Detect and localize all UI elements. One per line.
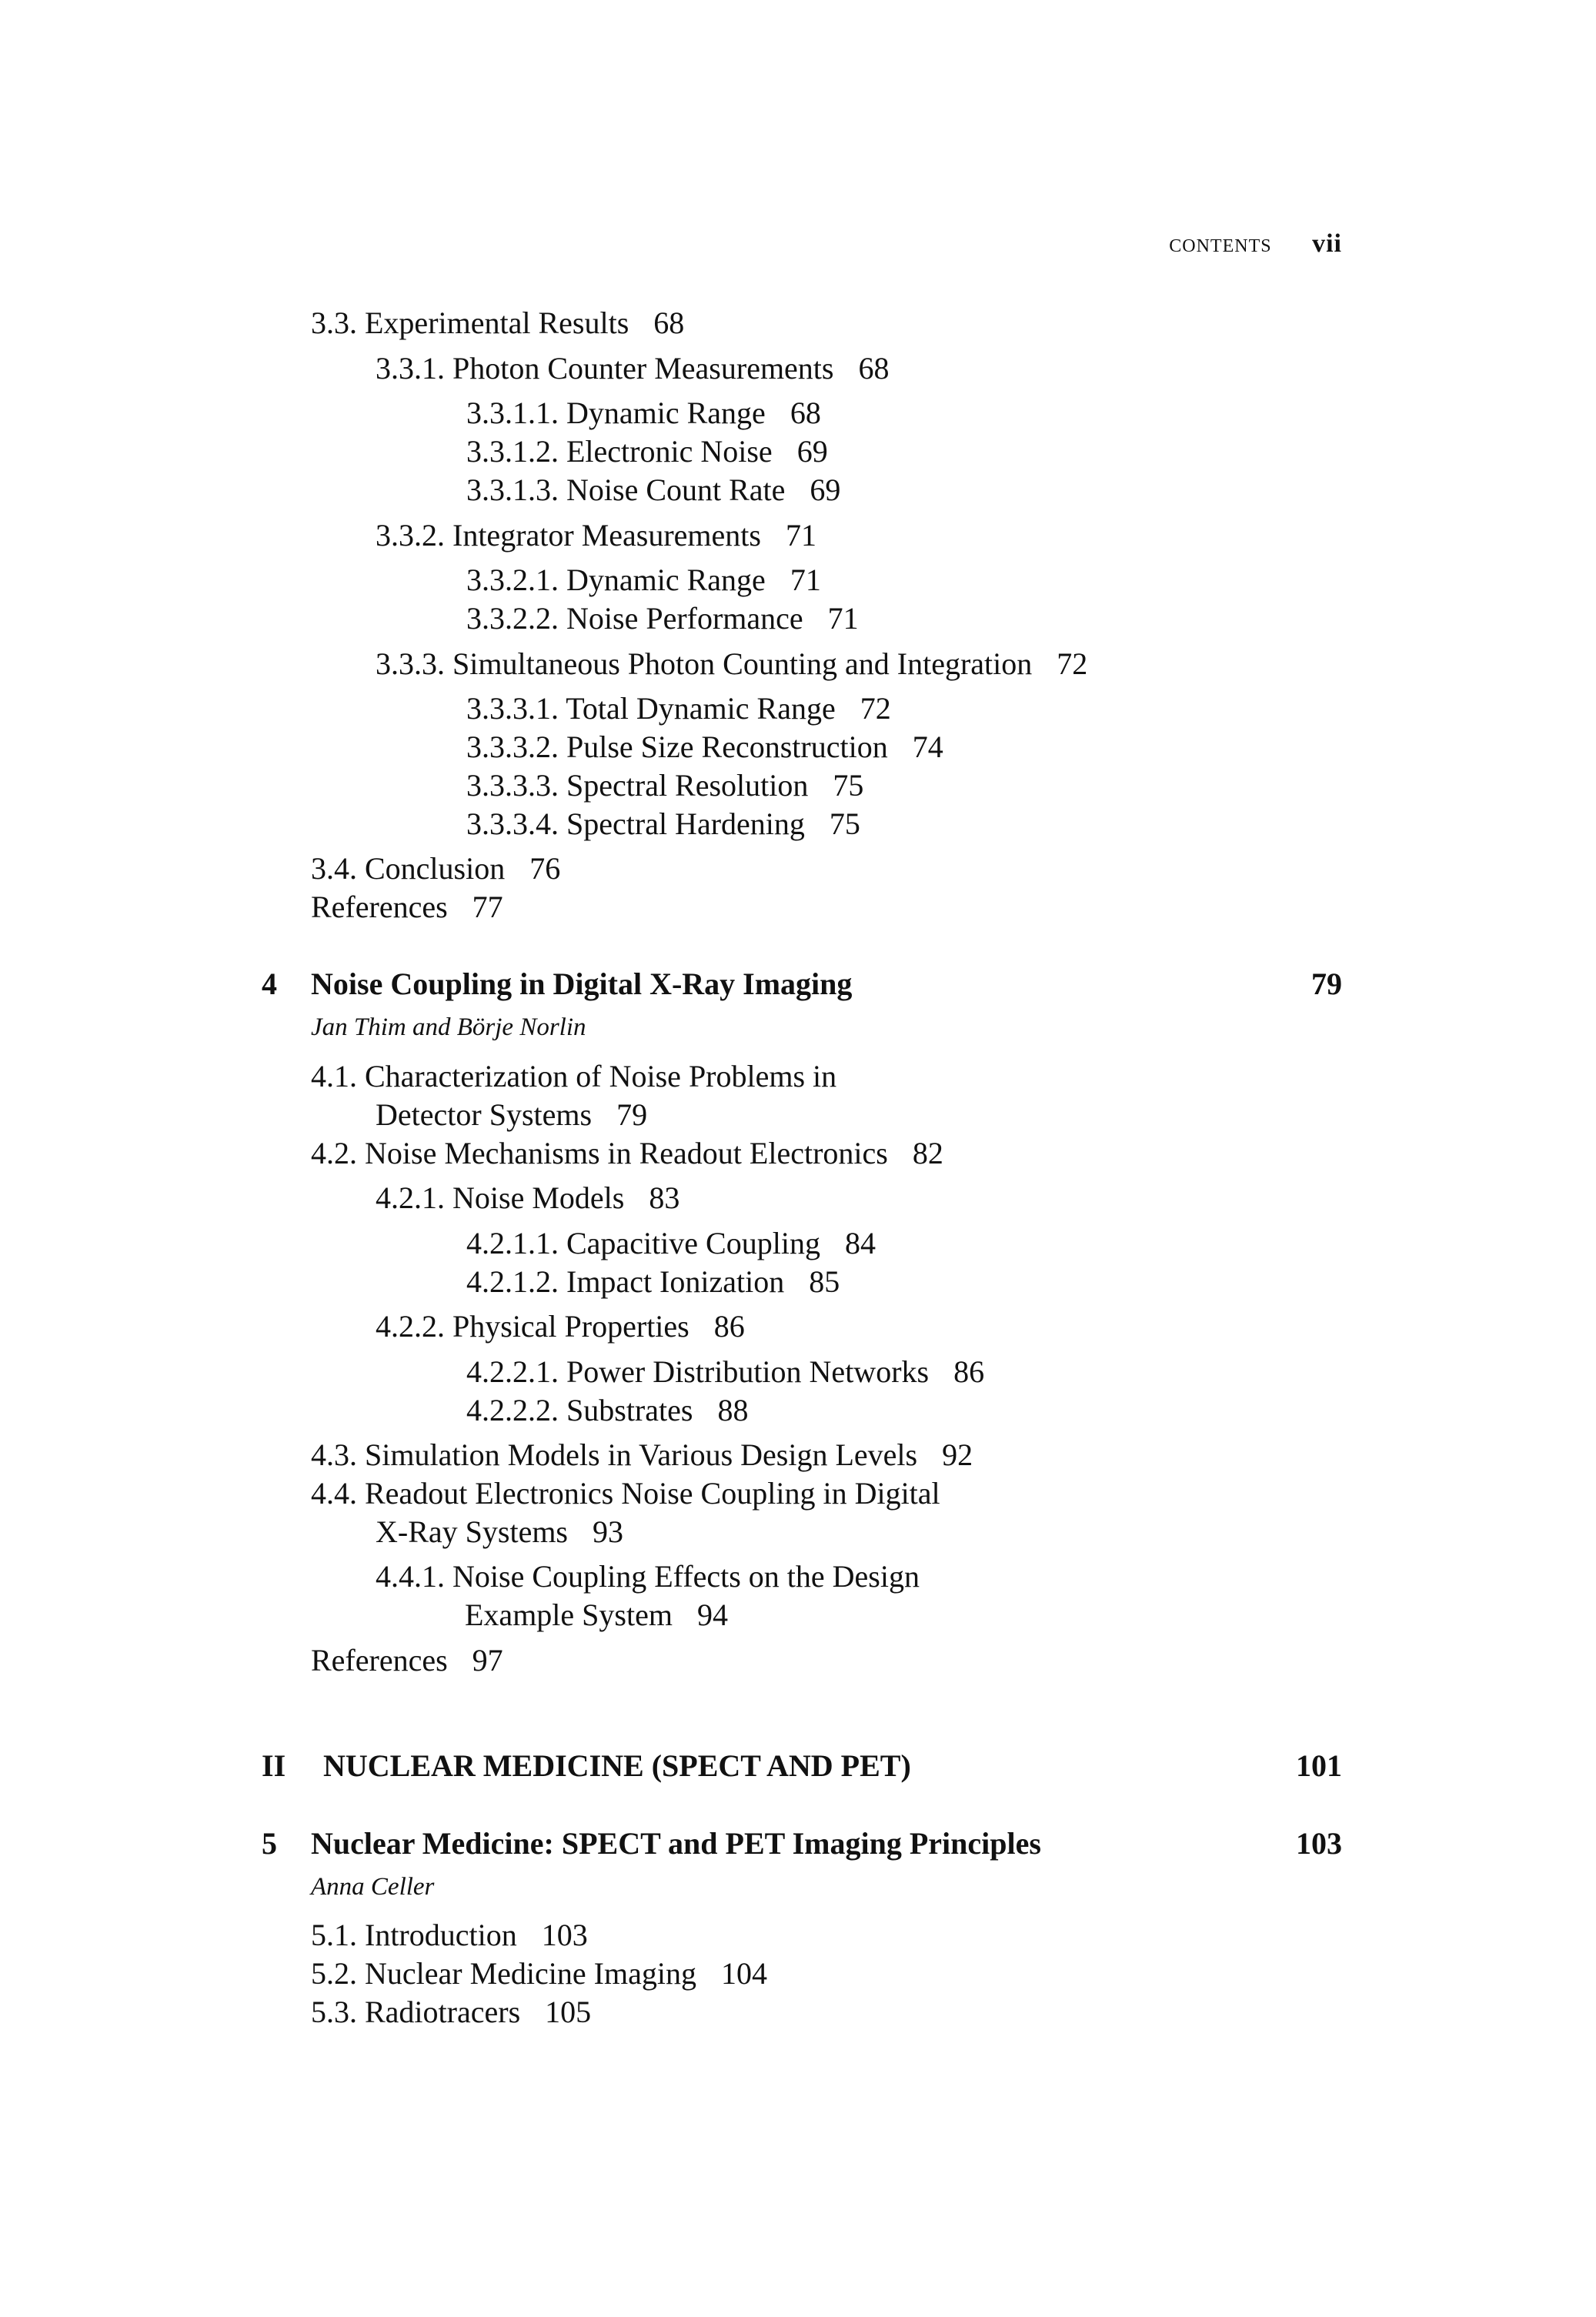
toc-entry [376, 646, 1087, 683]
toc-entry-title: Power Distribution Networks [566, 1354, 930, 1389]
toc-entry [466, 729, 943, 766]
toc-entry [466, 1264, 840, 1300]
toc-entry-title: Noise Performance [566, 601, 803, 636]
toc-entry-page: 86 [713, 1309, 745, 1344]
toc-entry-page: 68 [790, 396, 821, 430]
part-number: II [262, 1748, 286, 1783]
toc-entry-page: 76 [529, 851, 561, 886]
toc-entry-references [311, 1642, 503, 1679]
toc-entry [466, 395, 821, 432]
toc-entry-title: Noise Coupling Effects on the Design [452, 1559, 920, 1594]
toc-entry-title: Physical Properties [452, 1309, 689, 1344]
toc-entry [466, 600, 859, 637]
toc-entry-page: 85 [809, 1264, 840, 1299]
toc-entry-page: 93 [593, 1514, 623, 1549]
chapter-authors: Jan Thim and Börje Norlin [311, 1013, 586, 1041]
toc-entry-title: Radiotracers [365, 1995, 521, 2029]
toc-entry-number: 5.3. [311, 1995, 357, 2029]
toc-entry-title: Noise Mechanisms in Readout Electronics [365, 1136, 888, 1170]
toc-entry-title-continued: Detector Systems [376, 1097, 593, 1132]
toc-entry-number: 4.1. [311, 1059, 357, 1093]
toc-entry-page: 72 [860, 691, 891, 726]
toc-entry [376, 350, 890, 387]
toc-entry-number: 3.3.1. [376, 351, 445, 386]
toc-entry-page: 92 [942, 1437, 973, 1472]
toc-entry-page: 68 [858, 351, 890, 386]
toc-entry [466, 690, 891, 727]
toc-entry-title: Readout Electronics Noise Coupling in Digital [365, 1476, 940, 1511]
chapter-page: 103 [1296, 1826, 1342, 1861]
toc-entry-number: 4.2.2.1. [466, 1354, 559, 1389]
toc-entry-continuation [376, 1097, 647, 1133]
toc-entry-page: 88 [717, 1393, 749, 1427]
toc-entry [466, 1354, 984, 1391]
toc-entry-number: 4.4. [311, 1476, 357, 1511]
toc-entry-title: Electronic Noise [566, 434, 773, 469]
toc-entry-page: 68 [653, 305, 685, 340]
toc-entry-continuation [376, 1514, 623, 1551]
chapter-title: Nuclear Medicine: SPECT and PET Imaging Principles [311, 1826, 1041, 1861]
chapter-heading [262, 966, 1342, 1003]
toc-entry-title: Conclusion [365, 851, 506, 886]
toc-entry-number: 5.2. [311, 1956, 357, 1991]
toc-entry-page: 71 [785, 518, 816, 553]
toc-entry-number: 3.3.3.3. [466, 768, 559, 803]
toc-entry-page: 77 [472, 890, 503, 924]
toc-entry-page: 71 [827, 601, 859, 636]
running-head-page-number: vii [1312, 229, 1342, 258]
toc-entry-number: 4.3. [311, 1437, 357, 1472]
toc-entry [466, 767, 863, 804]
toc-entry-title: Dynamic Range [566, 563, 766, 597]
toc-entry-page: 103 [541, 1918, 588, 1952]
toc-entry-title: References [311, 890, 448, 924]
toc-entry-title-continued: X-Ray Systems [376, 1514, 568, 1549]
toc-entry-number: 3.3.1.3. [466, 472, 559, 507]
toc-entry-title: Introduction [365, 1918, 517, 1952]
toc-entry-title: Photon Counter Measurements [452, 351, 834, 386]
toc-entry-number: 4.2.1.2. [466, 1264, 559, 1299]
toc-entry-title: Noise Models [452, 1180, 625, 1215]
toc-entry [466, 562, 821, 599]
toc-entry-page: 69 [810, 472, 841, 507]
toc-entry-number: 4.2.2.2. [466, 1393, 559, 1427]
toc-entry-page: 79 [616, 1097, 648, 1132]
toc-entry-page: 72 [1057, 646, 1088, 681]
toc-entry-title: Spectral Resolution [566, 768, 809, 803]
chapter-number: 5 [262, 1826, 277, 1861]
toc-entry-number: 4.4.1. [376, 1559, 445, 1594]
toc-entry-title: Spectral Hardening [566, 806, 805, 841]
toc-entry-number: 4.2.1.1. [466, 1226, 559, 1260]
toc-entry [311, 1475, 940, 1512]
toc-entry-page: 104 [720, 1956, 767, 1991]
toc-entry [311, 1437, 973, 1474]
toc-entry-page: 86 [953, 1354, 985, 1389]
toc-entry-number: 4.2. [311, 1136, 357, 1170]
toc-entry [466, 1392, 748, 1429]
toc-entry-number: 4.2.1. [376, 1180, 445, 1215]
toc-entry-number: 3.3.2.1. [466, 563, 559, 597]
toc-entry-references [311, 889, 503, 926]
toc-entry [466, 806, 860, 843]
toc-entry [466, 433, 828, 470]
toc-entry-title: Impact Ionization [566, 1264, 785, 1299]
part-heading [262, 1748, 1342, 1784]
toc-entry [466, 472, 840, 509]
toc-entry-title: Nuclear Medicine Imaging [365, 1956, 696, 1991]
part-page: 101 [1296, 1748, 1342, 1783]
toc-entry-page: 84 [844, 1226, 876, 1260]
toc-entry [311, 1994, 591, 2031]
toc-entry-title-continued: Example System [465, 1598, 673, 1632]
toc-entry-title: Simulation Models in Various Design Levels [365, 1437, 918, 1472]
toc-entry [376, 1308, 745, 1345]
toc-entry [311, 1135, 943, 1172]
toc-entry-page: 83 [649, 1180, 680, 1215]
toc-entry-title: Capacitive Coupling [566, 1226, 820, 1260]
toc-entry-number: 3.3. [311, 305, 357, 340]
toc-entry [376, 517, 816, 554]
toc-entry-page: 105 [545, 1995, 592, 2029]
chapter-heading [262, 1825, 1342, 1862]
chapter-number: 4 [262, 967, 277, 1001]
toc-entry-number: 3.3.3. [376, 646, 445, 681]
toc-entry-number: 3.3.3.2. [466, 729, 559, 764]
toc-entry [311, 305, 684, 342]
toc-entry [466, 1225, 876, 1262]
toc-entry-title: Total Dynamic Range [566, 691, 836, 726]
toc-entry-number: 3.3.1.2. [466, 434, 559, 469]
toc-entry-title: Simultaneous Photon Counting and Integration [452, 646, 1033, 681]
toc-entry-page: 82 [912, 1136, 943, 1170]
toc-entry-continuation [465, 1597, 728, 1634]
toc-entry-title: Noise Count Rate [566, 472, 786, 507]
toc-entry-page: 94 [696, 1598, 728, 1632]
toc-entry-number: 3.3.3.4. [466, 806, 559, 841]
toc-entry-page: 69 [796, 434, 828, 469]
toc-entry-page: 74 [912, 729, 943, 764]
toc-entry-number: 3.3.1.1. [466, 396, 559, 430]
toc-entry [311, 1917, 588, 1954]
running-head-label: contents [1169, 229, 1272, 258]
chapter-title: Noise Coupling in Digital X-Ray Imaging [311, 967, 853, 1001]
toc-entry-number: 3.3.2.2. [466, 601, 559, 636]
toc-entry-number: 4.2.2. [376, 1309, 445, 1344]
toc-entry-page: 71 [790, 563, 821, 597]
toc-entry-page: 75 [833, 768, 864, 803]
toc-entry [376, 1180, 679, 1217]
toc-entry [311, 1955, 767, 1992]
part-title: NUCLEAR MEDICINE (SPECT AND PET) [323, 1748, 911, 1783]
toc-entry-title: Dynamic Range [566, 396, 766, 430]
toc-entry-page: 97 [472, 1643, 503, 1678]
toc-entry-title: Pulse Size Reconstruction [566, 729, 888, 764]
running-head [1169, 229, 1342, 259]
toc-entry-number: 3.3.3.1. [466, 691, 559, 726]
toc-entry-page: 75 [829, 806, 860, 841]
chapter-page: 79 [1311, 967, 1342, 1001]
toc-entry [376, 1558, 920, 1595]
toc-entry [311, 850, 560, 887]
toc-entry [311, 1058, 836, 1095]
toc-entry-title: Integrator Measurements [452, 518, 761, 553]
toc-entry-title: Characterization of Noise Problems in [365, 1059, 837, 1093]
toc-entry-number: 3.4. [311, 851, 357, 886]
chapter-authors: Anna Celler [311, 1873, 435, 1901]
toc-entry-number: 3.3.2. [376, 518, 445, 553]
toc-entry-title: References [311, 1643, 448, 1678]
toc-entry-number: 5.1. [311, 1918, 357, 1952]
toc-entry-title: Experimental Results [365, 305, 629, 340]
toc-entry-title: Substrates [566, 1393, 693, 1427]
